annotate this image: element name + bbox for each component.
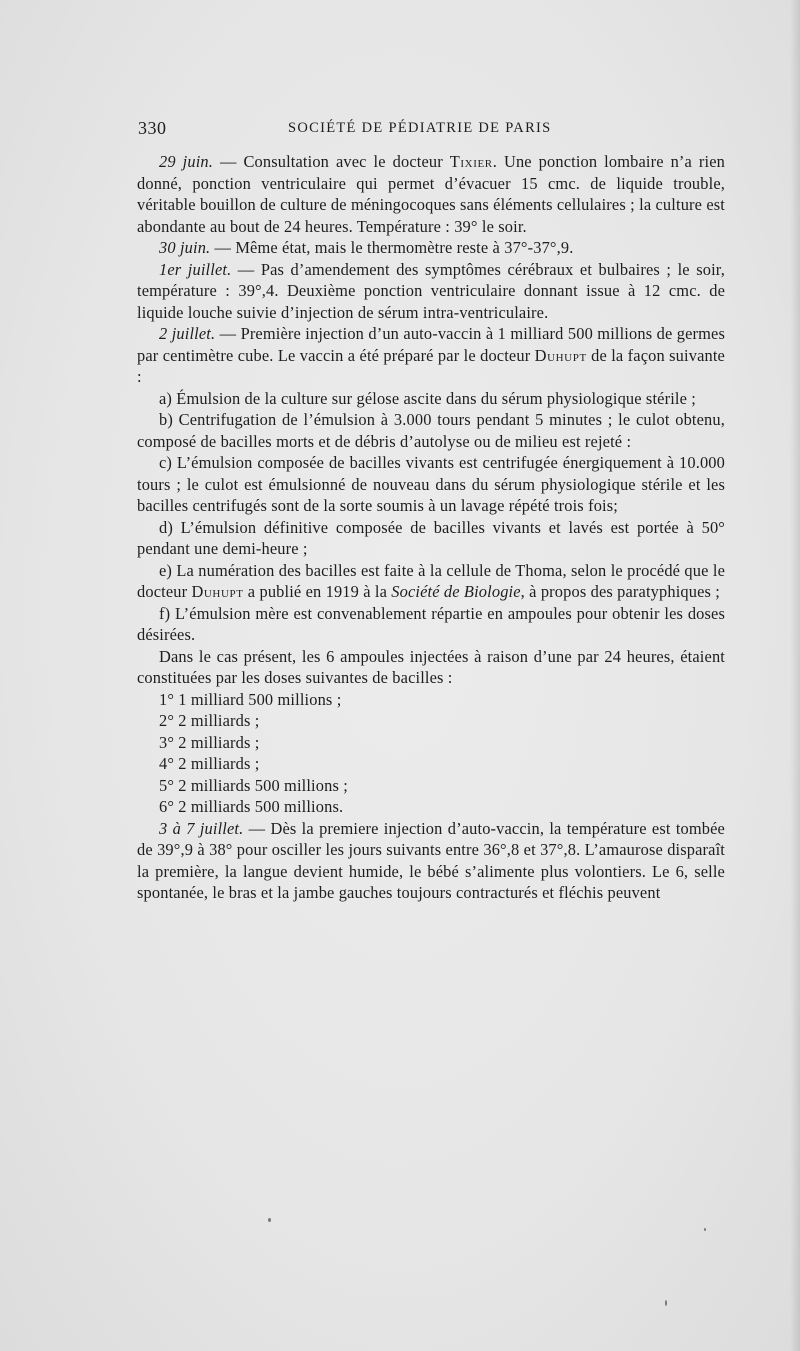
list-item: 1° 1 milliard 500 millions ;: [159, 689, 342, 709]
date-1er-juillet: 1er juillet.: [159, 259, 232, 279]
step-f: f) L’émulsion mère est convenablement répartie en ampoules pour obtenir les doses désirées.: [137, 603, 725, 644]
paragraph-text: , à propos des paratyphiques ;: [520, 582, 720, 601]
paragraph-text: — Pas d’amendement des symptômes cérébraux et bulbaires ; le soir, température : 39°,4. Deuxième ponction ventriculaire donnant issue à 12 cmc. de liquide louche suivie d’injection de sérum intra-ventriculaire.: [137, 259, 725, 322]
page-edge-shadow: [790, 0, 800, 1351]
paper-speck: [704, 1228, 706, 1231]
paragraph-doses-intro: Dans le cas présent, les 6 ampoules injectées à raison d’une par 24 heures, étaient constituées par les doses suivantes de bacilles :: [137, 646, 725, 687]
paragraph-text: de la façon suivante :: [137, 345, 725, 386]
list-item: 4° 2 milliards ;: [159, 754, 260, 773]
journal-name: Société de Biologie: [391, 582, 521, 601]
step-b: b) Centrifugation de l’émulsion à 3.000 tours pendant 5 minutes ; le culot obtenu, composé de bacilles morts et de débris d’autolyse ou de milieu est rejeté :: [137, 410, 725, 451]
body-text: [137, 151, 725, 904]
paragraph-text: — Première injection d’un auto-vaccin à 1 milliard 500 millions de germes par centimètre cube. Le vaccin a été préparé par le docteur: [137, 324, 725, 365]
author-name-tixier: Tixier: [449, 152, 493, 171]
paper-speck: [665, 1300, 667, 1306]
paragraph-text: — Même état, mais le thermomètre reste à 37°-37°,9.: [210, 238, 574, 257]
paragraph-text: — Consultation avec le docteur: [213, 152, 450, 171]
step-d: d) L’émulsion définitive composée de bacilles vivants et lavés est portée à 50° pendant une demi-heure ;: [137, 517, 725, 558]
paragraph-2-juillet: [137, 323, 725, 388]
step-c: c) L’émulsion composée de bacilles vivants est centrifugée énergiquement à 10.000 tours ; le culot est émulsionné de nouveau dans du sérum physiologique stérile et les bacilles centrifugés sont de la sorte soumis à un lavage répété trois fois;: [137, 453, 725, 515]
paragraph-3-a-7-juillet: [137, 818, 725, 904]
running-title: SOCIÉTÉ DE PÉDIATRIE DE PARIS: [288, 120, 552, 136]
paragraph-1er-juillet: [137, 259, 725, 324]
paper-speck: [268, 1218, 271, 1222]
step-a: a) Émulsion de la culture sur gélose ascite dans du sérum physiologique stérile ;: [159, 388, 696, 408]
list-item: 3° 2 milliards ;: [159, 732, 260, 752]
dose-list: [137, 689, 725, 818]
page-number: 330: [138, 118, 167, 138]
paragraph-text: — Dès la premiere injection d’auto-vaccin, la température est tombée de 39°,9 à 38° pour osciller les jours suivants entre 36°,8 et 37°,8. L’amaurose disparaît la première, la langue devient humide, le bébé s’alimente plus volontiers. Le 6, selle spontanée, le bras et la jambe gauches toujours contracturés et fléchis peuvent: [137, 818, 725, 902]
date-3-a-7-juillet: 3 à 7 juillet.: [159, 818, 244, 838]
page-header: [138, 118, 730, 142]
date-30-juin: 30 juin.: [159, 238, 211, 257]
paragraph-text: a publié en 1919 à la: [243, 582, 392, 601]
list-item: 6° 2 milliards 500 millions.: [159, 797, 344, 816]
paragraph-29-juin: [137, 151, 725, 237]
paragraph-text: e) La numération des bacilles est faite à la cellule de Thoma, selon le procédé que le docteur: [137, 560, 725, 601]
date-29-juin: 29 juin.: [159, 152, 213, 171]
date-2-juillet: 2 juillet.: [159, 324, 216, 343]
step-e: [137, 560, 725, 603]
list-item: 5° 2 milliards 500 millions ;: [159, 775, 348, 795]
paragraph-30-juin: [137, 237, 725, 259]
author-name-duhupt: Duhupt: [191, 582, 244, 601]
author-name-duhupt: Duhupt: [534, 345, 587, 365]
list-item: 2° 2 milliards ;: [159, 711, 260, 730]
paragraph-text: . Une ponction lombaire n’a rien donné, ponction ventriculaire qui permet d’évacuer 15 cmc. de liquide trouble, véritable bouillon de culture de méningocoques sans éléments cellulaires ; la culture est abondante au bout de 24 heures. Température : 39° le soir.: [137, 152, 725, 236]
